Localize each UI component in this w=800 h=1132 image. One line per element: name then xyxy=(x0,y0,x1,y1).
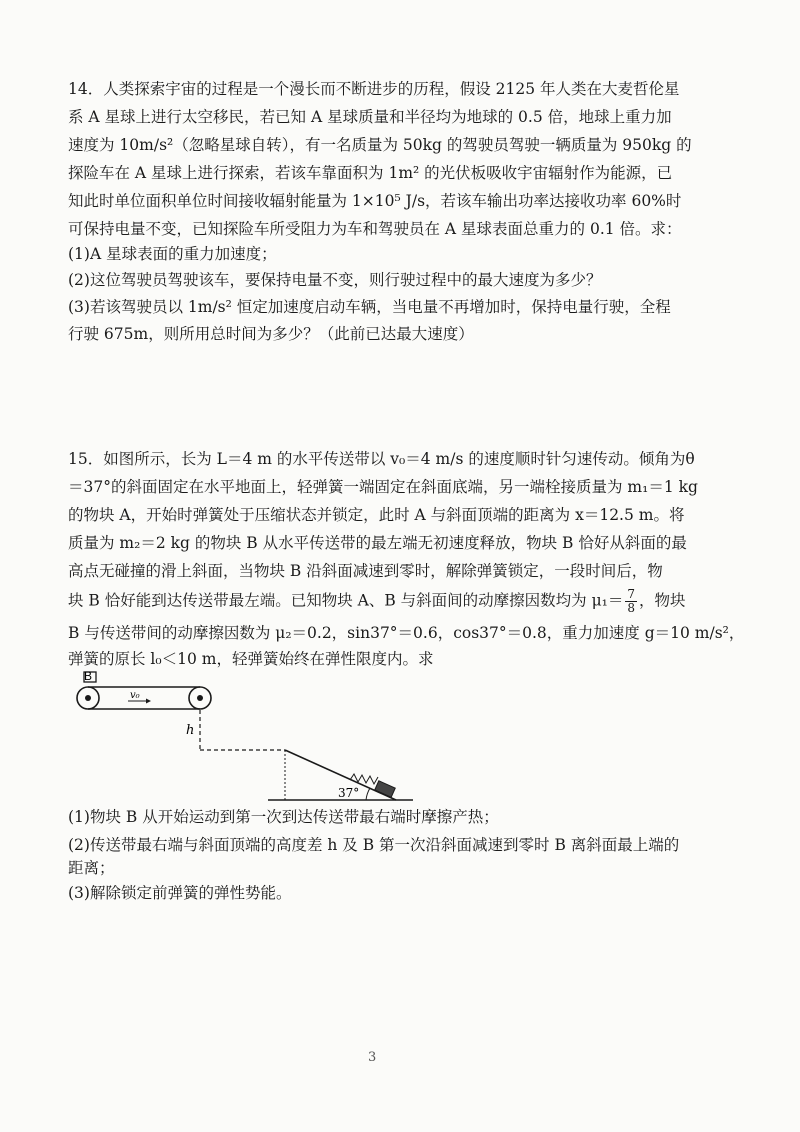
problem-15-question-2: (2)传送带最右端与斜面顶端的高度差 h 及 B 第一次沿斜面减速到零时 B 离斜面最上端的 xyxy=(68,836,680,854)
problem-14-question-1: (1)A 星球表面的重力加速度； xyxy=(68,245,277,263)
problem-14-question-3-cont: 行驶 675m，则所用总时间为多少？（此前已达最大速度） xyxy=(68,325,474,343)
problem-15-line: 15．如图所示，长为 L＝4 m 的水平传送带以 v₀＝4 m/s 的速度顺时针匀速传动。倾角为θ xyxy=(68,450,695,468)
problem-15-line: 弹簧的原长 l₀＜10 m，轻弹簧始终在弹性限度内。求 xyxy=(68,650,434,668)
problem-15-line-6-after: ，物块 xyxy=(639,591,686,610)
label-h: h xyxy=(186,723,195,738)
problem-15-line: 质量为 m₂＝2 kg 的物块 B 从水平传送带的最左端无初速度释放，物块 B 恰好从斜面的最 xyxy=(68,534,687,552)
problem-14-line: 速度为 10m/s²（忽略星球自转），有一名质量为 50kg 的驾驶员驾驶一辆质量为 950kg 的 xyxy=(68,136,692,154)
problem-14-question-2: (2)这位驾驶员驾驶该车，要保持电量不变，则行驶过程中的最大速度为多少？ xyxy=(68,271,602,289)
block-a xyxy=(375,781,396,797)
problem-15-line: 的物块 A，开始时弹簧处于压缩状态并锁定，此时 A 与斜面顶端的距离为 x＝12.5 m。将 xyxy=(68,506,685,524)
left-pulley-axle xyxy=(85,695,91,701)
problem-14-question-3: (3)若该驾驶员以 1m/s² 恒定加速度启动车辆，当电量不再增加时，保持电量行驶，全程 xyxy=(68,298,671,316)
problem-15-line-friction xyxy=(68,588,686,615)
problem-14-line: 系 A 星球上进行太空移民，若已知 A 星球质量和半径均为地球的 0.5 倍，地球上重力加 xyxy=(68,108,672,126)
page-number: 3 xyxy=(368,1050,377,1065)
problem-15-line: ＝37°的斜面固定在水平地面上，轻弹簧一端固定在斜面底端，另一端栓接质量为 m₁＝1 kg xyxy=(68,478,698,496)
right-pulley-axle xyxy=(197,695,203,701)
label-angle: 37° xyxy=(338,786,360,800)
problem-15-question-3: (3)解除锁定前弹簧的弹性势能。 xyxy=(68,884,292,902)
problem-15-line: 高点无碰撞的滑上斜面，当物块 B 沿斜面减速到零时，解除弹簧锁定，一段时间后，物 xyxy=(68,562,663,580)
label-v0: v₀ xyxy=(130,690,140,701)
fraction-numerator: 7 xyxy=(627,587,636,601)
problem-15-question-2-cont: 距离； xyxy=(68,859,115,877)
problem-15-question-1: (1)物块 B 从开始运动到第一次到达传送带最右端时摩擦产热； xyxy=(68,808,499,826)
label-b: B xyxy=(84,669,93,683)
spring xyxy=(350,774,378,784)
problem-15-line-6-before: 块 B 恰好能到达传送带最左端。已知物块 A、B 与斜面间的动摩擦因数均为 μ₁＝ xyxy=(68,591,624,610)
problem-14-line: 14．人类探索宇宙的过程是一个漫长而不断进步的历程，假设 2125 年人类在大麦哲伦星 xyxy=(68,80,680,98)
angle-arc xyxy=(366,788,370,800)
problem-14-line: 探险车在 A 星球上进行探索，若该车靠面积为 1m² 的光伏板吸收宇宙辐射作为能源，已 xyxy=(68,164,673,182)
mu1-fraction xyxy=(625,588,637,615)
fraction-denominator: 8 xyxy=(627,601,636,615)
v0-arrowhead xyxy=(146,699,151,704)
problem-15-line: B 与传送带间的动摩擦因数为 μ₂＝0.2，sin37°＝0.6，cos37°＝0.8，重力加速度 g＝10 m/s²， xyxy=(68,624,745,642)
problem-14-line: 可保持电量不变，已知探险车所受阻力为车和驾驶员在 A 星球表面总重力的 0.1 倍。求： xyxy=(68,220,682,238)
conveyor-incline-diagram xyxy=(68,668,428,808)
problem-14-line: 知此时单位面积单位时间接收辐射能量为 1×10⁵ J/s，若该车输出功率达接收功率 60%时 xyxy=(68,192,682,210)
